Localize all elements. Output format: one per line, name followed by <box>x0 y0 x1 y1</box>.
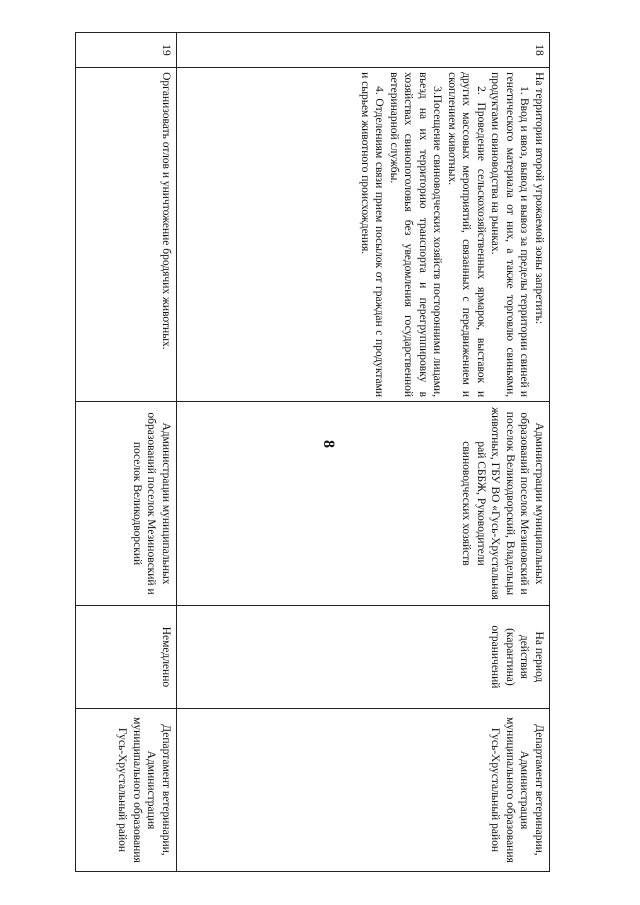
measure-cell <box>76 68 177 402</box>
row-number: 19 <box>76 33 177 68</box>
measure-item: 4. Отделениям связи прием посылок от граждан с продуктами и сырьем животного происхождения. <box>359 72 386 398</box>
measures-table <box>75 32 550 872</box>
measure-cell <box>176 68 549 402</box>
page-number: 8 <box>320 440 337 448</box>
term-cell: На период действия (карантина) ограничений <box>176 605 549 708</box>
term-cell: Немедленно <box>76 605 177 708</box>
executors-cell: Администрации муниципальных образований поселок Мезиновский и поселок Великодворский, Владельцы животных, ГБУ ВО «Гусь-Хрустальная рай СББЖ, Руководители свиноводческих хозяйств <box>176 402 549 606</box>
measure-intro: На территории второй угрожаемой зоны запретить: <box>533 72 545 325</box>
measure-intro: Организовать отлов и уничтожение бродячих животных. <box>159 72 172 350</box>
executors-cell: Администрации муниципальных образований поселок Мезиновский и поселок Великодворский <box>76 402 177 606</box>
responsible-cell: Департамент ветеринарии, Администрация муниципального образования Гусь-Хрустальный район <box>76 708 177 871</box>
table-row <box>176 33 549 872</box>
table-row <box>76 33 177 872</box>
measures-table-rotated <box>75 32 550 872</box>
measure-item: 1. Ввод и ввоз, вывод и вывоз за пределы территории свиней и генетического материала от них, а также торговлю свиньями, продуктами свиноводства на рынках. <box>489 72 531 398</box>
responsible-cell: Департамент ветеринарии, Администрация муниципального образования Гусь-Хрустальный район <box>176 708 549 871</box>
measure-item: 2. Проведение сельскохозяйственных ярмарок, выставок и других массовых мероприятий, связанных с передвижением и скоплением животных. <box>446 72 487 398</box>
measure-item: 3.Посещение свиноводческих хозяйств посторонними лицами, въезд на их территорию транспорта и перегруппировку в хозяйствах свинопоголовья без уведомления государственной ветеринарной службы. <box>388 72 444 398</box>
row-number: 18 <box>176 33 549 68</box>
